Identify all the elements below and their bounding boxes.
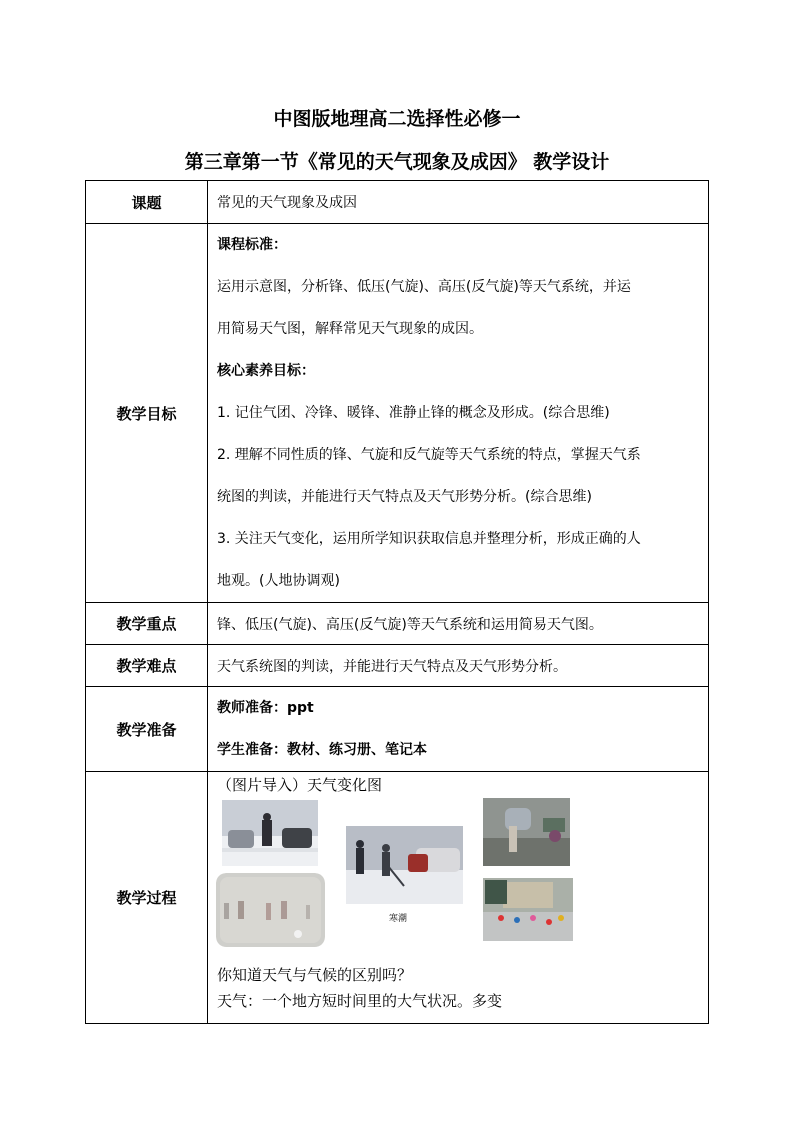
goal-item-2b: 统图的判读，并能进行天气特点及天气形势分析。(综合思维) — [217, 489, 592, 505]
typhoon-photo — [483, 798, 570, 866]
photo-caption: 寒潮 — [389, 914, 408, 924]
document-title: 中图版地理高二选择性必修一 — [273, 108, 521, 130]
goal-item-2a: 2. 理解不同性质的锋、气旋和反气旋等天气系统的特点，掌握天气系 — [217, 447, 641, 463]
goal-item-3b: 地观。(人地协调观) — [217, 573, 340, 589]
weather-definition: 天气：一个地方短时间里的大气状况。多变 — [217, 992, 503, 1010]
row-key-points — [86, 603, 709, 645]
goal-item-1: 1. 记住气团、冷锋、暖锋、准静止锋的概念及形成。(综合思维) — [217, 405, 610, 421]
goals-content — [208, 224, 709, 603]
value-difficulties: 天气系统图的判读，并能进行天气特点及天气形势分析。 — [208, 645, 709, 687]
value-topic: 常见的天气现象及成因 — [208, 181, 709, 224]
label-difficulties: 教学难点 — [86, 645, 208, 687]
label-goals: 教学目标 — [86, 224, 208, 603]
label-key-points: 教学重点 — [86, 603, 208, 645]
process-intro: （图片导入）天气变化图 — [217, 776, 383, 794]
cold-wave-photo — [346, 826, 463, 904]
flood-photo — [483, 878, 573, 941]
row-difficulties — [86, 645, 709, 687]
value-key-points: 锋、低压(气旋)、高压(反气旋)等天气系统和运用简易天气图。 — [208, 603, 709, 645]
process-content — [208, 772, 709, 1024]
goal-item-3a: 3. 关注天气变化，运用所学知识获取信息并整理分析，形成正确的人 — [217, 531, 641, 547]
label-process: 教学过程 — [86, 772, 208, 1024]
curriculum-text-1: 运用示意图，分析锋、低压(气旋)、高压(反气旋)等天气系统，并运 — [217, 279, 631, 295]
row-process — [86, 772, 709, 1024]
preparation-content — [208, 687, 709, 772]
weather-photos — [217, 798, 702, 962]
process-question: 你知道天气与气候的区别吗？ — [217, 966, 413, 984]
smog-photo — [216, 873, 325, 947]
snow-cars-photo — [222, 800, 318, 866]
curriculum-text-2: 用简易天气图，解释常见天气现象的成因。 — [217, 321, 483, 337]
curriculum-heading: 课程标准： — [217, 237, 287, 253]
row-topic — [86, 181, 709, 224]
row-preparation — [86, 687, 709, 772]
lesson-plan-table — [85, 180, 709, 1024]
student-prep: 学生准备：教材、练习册、笔记本 — [217, 742, 427, 758]
teacher-prep: 教师准备：ppt — [217, 700, 314, 716]
core-heading: 核心素养目标： — [217, 363, 315, 379]
label-preparation: 教学准备 — [86, 687, 208, 772]
label-topic: 课题 — [86, 181, 208, 224]
row-goals — [86, 224, 709, 603]
document-subtitle: 第三章第一节《常见的天气现象及成因》 教学设计 — [184, 151, 610, 173]
